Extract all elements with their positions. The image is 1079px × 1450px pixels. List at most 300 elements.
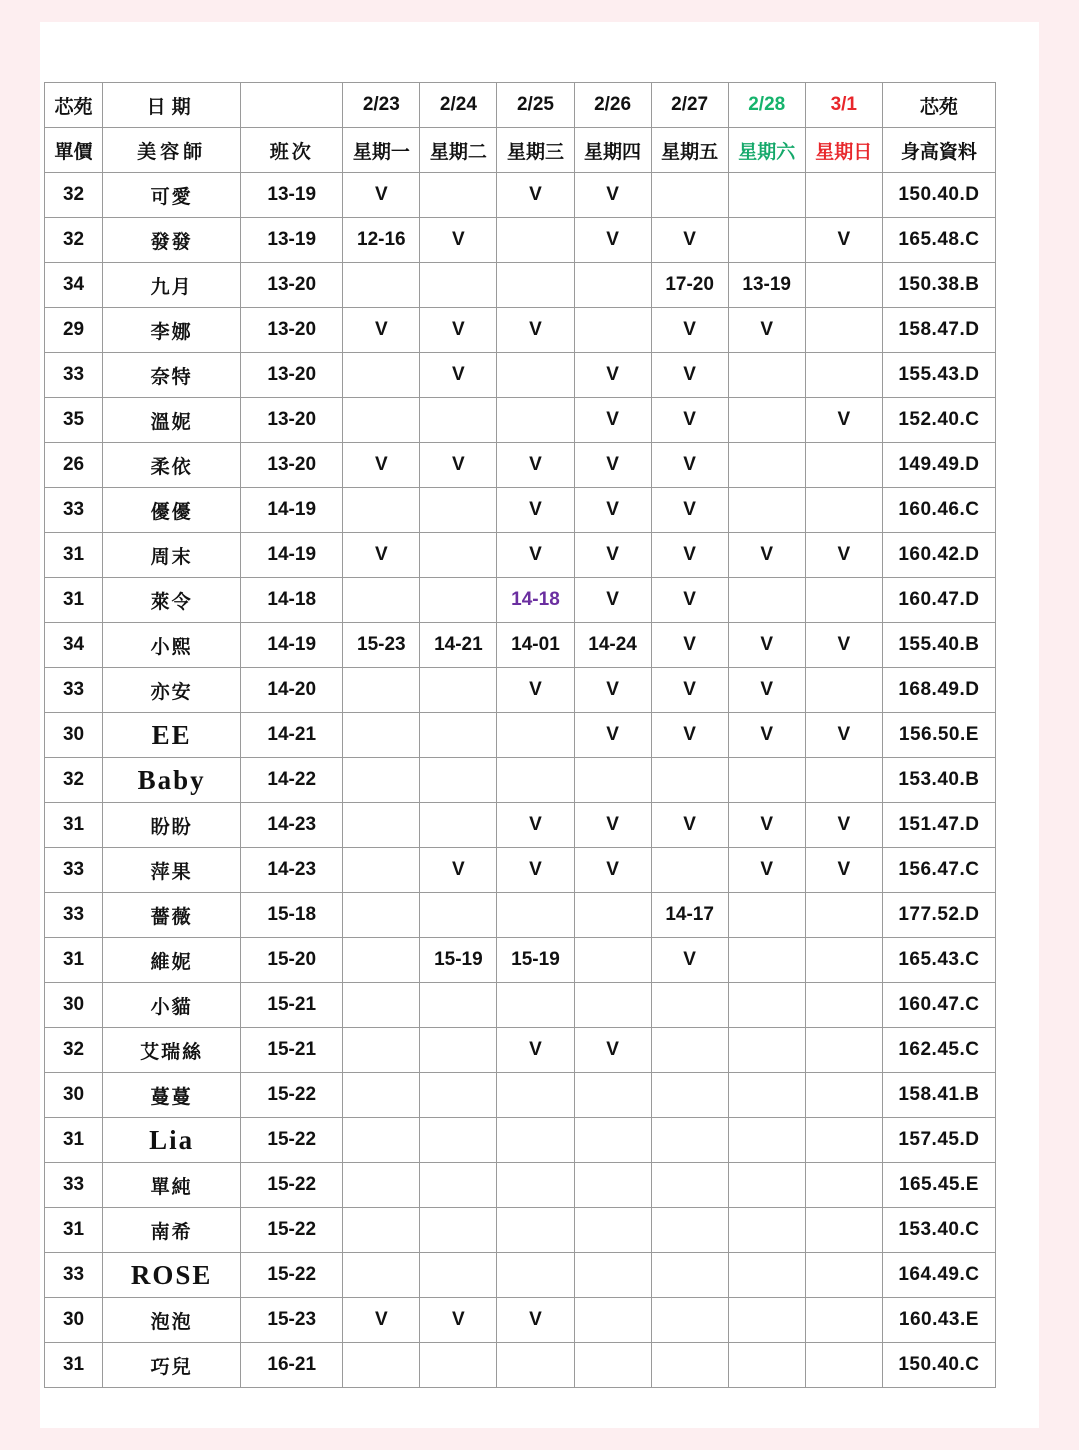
table-row: [45, 1343, 996, 1388]
height-info-header: 身高資料: [882, 128, 995, 173]
day-empty-5: [651, 1028, 728, 1073]
table-row: [45, 758, 996, 803]
day-empty-2: [420, 1208, 497, 1253]
row-beautician-name: 單純: [103, 1163, 241, 1208]
day-empty-2: [420, 1073, 497, 1118]
day-empty-4: [574, 263, 651, 308]
day-mark-5: V: [651, 803, 728, 848]
day-empty-5: [651, 173, 728, 218]
table-row: [45, 1298, 996, 1343]
row-shift: 15-21: [241, 1028, 343, 1073]
header-row-dates: [45, 83, 996, 128]
row-shift: 14-19: [241, 623, 343, 668]
row-beautician-name: 李娜: [103, 308, 241, 353]
day-mark-5: V: [651, 713, 728, 758]
day-empty-2: [420, 173, 497, 218]
table-row: [45, 1028, 996, 1073]
day-time-1: 12-16: [343, 218, 420, 263]
row-height-info: 151.47.D: [882, 803, 995, 848]
row-shift: 13-19: [241, 218, 343, 263]
table-row: [45, 623, 996, 668]
corner-label-top-left: 芯苑: [45, 83, 103, 128]
row-height-info: 160.47.C: [882, 983, 995, 1028]
day-empty-6: [728, 443, 805, 488]
table-row: [45, 1208, 996, 1253]
day-empty-5: [651, 1163, 728, 1208]
row-price: 34: [45, 263, 103, 308]
day-empty-2: [420, 578, 497, 623]
row-price: 33: [45, 1253, 103, 1298]
table-row: [45, 1073, 996, 1118]
day-mark-4: V: [574, 533, 651, 578]
day-empty-2: [420, 1163, 497, 1208]
day-mark-5: V: [651, 623, 728, 668]
day-empty-4: [574, 938, 651, 983]
row-beautician-name: 艾瑞絲: [103, 1028, 241, 1073]
date-header-3-1: 3/1: [805, 83, 882, 128]
day-mark-5: V: [651, 578, 728, 623]
date-header-2-27: 2/27: [651, 83, 728, 128]
day-mark-4: V: [574, 713, 651, 758]
row-shift: 15-18: [241, 893, 343, 938]
day-empty-4: [574, 1343, 651, 1388]
day-empty-4: [574, 1298, 651, 1343]
day-mark-5: V: [651, 398, 728, 443]
row-shift: 14-19: [241, 488, 343, 533]
table-row: [45, 398, 996, 443]
day-empty-1: [343, 668, 420, 713]
day-empty-6: [728, 353, 805, 398]
day-empty-2: [420, 263, 497, 308]
day-empty-1: [343, 1208, 420, 1253]
weekday-header-1: 星期一: [343, 128, 420, 173]
table-row: [45, 983, 996, 1028]
row-shift: 13-20: [241, 398, 343, 443]
row-price: 32: [45, 1028, 103, 1073]
day-mark-1: V: [343, 1298, 420, 1343]
row-price: 31: [45, 1208, 103, 1253]
day-empty-2: [420, 758, 497, 803]
day-empty-3: [497, 713, 574, 758]
date-header-2-25: 2/25: [497, 83, 574, 128]
row-shift: 15-20: [241, 938, 343, 983]
day-empty-2: [420, 1253, 497, 1298]
row-shift: 14-18: [241, 578, 343, 623]
day-time-5: 14-17: [651, 893, 728, 938]
row-beautician-name: 維妮: [103, 938, 241, 983]
day-empty-1: [343, 488, 420, 533]
day-empty-3: [497, 1073, 574, 1118]
day-empty-1: [343, 263, 420, 308]
day-mark-4: V: [574, 443, 651, 488]
day-empty-7: [805, 578, 882, 623]
day-empty-6: [728, 893, 805, 938]
day-empty-4: [574, 983, 651, 1028]
row-beautician-name: 薔薇: [103, 893, 241, 938]
row-price: 33: [45, 353, 103, 398]
table-row: [45, 263, 996, 308]
day-empty-6: [728, 1073, 805, 1118]
day-empty-4: [574, 1208, 651, 1253]
table-row: [45, 1118, 996, 1163]
day-empty-7: [805, 1163, 882, 1208]
day-empty-4: [574, 1163, 651, 1208]
row-height-info: 150.38.B: [882, 263, 995, 308]
day-empty-6: [728, 983, 805, 1028]
row-beautician-name: 亦安: [103, 668, 241, 713]
row-height-info: 165.48.C: [882, 218, 995, 263]
row-height-info: 162.45.C: [882, 1028, 995, 1073]
table-row: [45, 713, 996, 758]
day-empty-5: [651, 1298, 728, 1343]
day-empty-1: [343, 1073, 420, 1118]
day-empty-7: [805, 308, 882, 353]
weekday-header-4: 星期四: [574, 128, 651, 173]
row-height-info: 149.49.D: [882, 443, 995, 488]
day-empty-3: [497, 1253, 574, 1298]
day-empty-6: [728, 1028, 805, 1073]
day-mark-3: V: [497, 848, 574, 893]
row-height-info: 155.43.D: [882, 353, 995, 398]
day-empty-7: [805, 983, 882, 1028]
day-empty-7: [805, 173, 882, 218]
day-empty-4: [574, 308, 651, 353]
row-price: 31: [45, 938, 103, 983]
row-price: 32: [45, 218, 103, 263]
day-empty-5: [651, 983, 728, 1028]
day-empty-1: [343, 353, 420, 398]
day-empty-5: [651, 1253, 728, 1298]
day-time-1: 15-23: [343, 623, 420, 668]
table-row: [45, 308, 996, 353]
row-height-info: 158.47.D: [882, 308, 995, 353]
day-empty-3: [497, 893, 574, 938]
day-empty-1: [343, 938, 420, 983]
row-price: 32: [45, 173, 103, 218]
row-price: 33: [45, 848, 103, 893]
row-beautician-name: 萍果: [103, 848, 241, 893]
day-empty-6: [728, 218, 805, 263]
day-empty-4: [574, 1118, 651, 1163]
row-price: 31: [45, 803, 103, 848]
row-shift: 15-22: [241, 1073, 343, 1118]
day-empty-1: [343, 713, 420, 758]
day-empty-7: [805, 1343, 882, 1388]
row-beautician-name: 溫妮: [103, 398, 241, 443]
day-empty-5: [651, 1343, 728, 1388]
row-beautician-name: 柔依: [103, 443, 241, 488]
day-mark-6: V: [728, 713, 805, 758]
day-empty-1: [343, 983, 420, 1028]
day-empty-6: [728, 578, 805, 623]
day-empty-1: [343, 1343, 420, 1388]
row-shift: 14-21: [241, 713, 343, 758]
day-empty-7: [805, 1298, 882, 1343]
day-empty-6: [728, 398, 805, 443]
day-mark-5: V: [651, 308, 728, 353]
day-mark-1: V: [343, 443, 420, 488]
day-mark-7: V: [805, 533, 882, 578]
table-row: [45, 1253, 996, 1298]
day-time-3: 15-19: [497, 938, 574, 983]
day-mark-2: V: [420, 353, 497, 398]
row-beautician-name: 南希: [103, 1208, 241, 1253]
day-mark-3: V: [497, 443, 574, 488]
day-mark-7: V: [805, 218, 882, 263]
row-shift: 15-22: [241, 1118, 343, 1163]
day-mark-4: V: [574, 803, 651, 848]
row-price: 33: [45, 893, 103, 938]
row-shift: 13-19: [241, 173, 343, 218]
day-empty-6: [728, 488, 805, 533]
row-shift: 15-22: [241, 1163, 343, 1208]
table-row: [45, 893, 996, 938]
day-empty-7: [805, 488, 882, 533]
day-mark-4: V: [574, 668, 651, 713]
day-empty-7: [805, 1253, 882, 1298]
document-page: [40, 22, 1039, 1428]
table-row: [45, 443, 996, 488]
day-mark-6: V: [728, 848, 805, 893]
day-empty-6: [728, 1298, 805, 1343]
day-time-4: 14-24: [574, 623, 651, 668]
day-mark-2: V: [420, 1298, 497, 1343]
row-beautician-name: 小貓: [103, 983, 241, 1028]
day-mark-4: V: [574, 848, 651, 893]
row-height-info: 168.49.D: [882, 668, 995, 713]
row-price: 30: [45, 713, 103, 758]
row-height-info: 152.40.C: [882, 398, 995, 443]
row-price: 31: [45, 578, 103, 623]
row-beautician-name: 泡泡: [103, 1298, 241, 1343]
shift-header: 班次: [241, 128, 343, 173]
row-beautician-name: 周末: [103, 533, 241, 578]
row-beautician-name: 發發: [103, 218, 241, 263]
day-empty-1: [343, 578, 420, 623]
day-mark-2: V: [420, 848, 497, 893]
row-beautician-name: 巧兒: [103, 1343, 241, 1388]
date-header-2-23: 2/23: [343, 83, 420, 128]
day-mark-5: V: [651, 938, 728, 983]
date-header-label: 日期: [103, 83, 241, 128]
row-beautician-name: 蔓蔓: [103, 1073, 241, 1118]
row-price: 31: [45, 533, 103, 578]
day-empty-6: [728, 1208, 805, 1253]
day-mark-6: V: [728, 533, 805, 578]
day-mark-5: V: [651, 353, 728, 398]
day-empty-7: [805, 1028, 882, 1073]
day-mark-7: V: [805, 623, 882, 668]
day-time-2: 15-19: [420, 938, 497, 983]
row-beautician-name: ROSE: [103, 1253, 241, 1298]
day-empty-3: [497, 758, 574, 803]
day-mark-1: V: [343, 533, 420, 578]
row-price: 29: [45, 308, 103, 353]
day-empty-2: [420, 668, 497, 713]
day-empty-2: [420, 713, 497, 758]
day-empty-1: [343, 758, 420, 803]
day-mark-5: V: [651, 443, 728, 488]
day-mark-7: V: [805, 803, 882, 848]
weekday-header-6: 星期六: [728, 128, 805, 173]
table-row: [45, 533, 996, 578]
date-header-2-28: 2/28: [728, 83, 805, 128]
day-mark-3: V: [497, 173, 574, 218]
day-empty-6: [728, 758, 805, 803]
row-beautician-name: Lia: [103, 1118, 241, 1163]
day-mark-2: V: [420, 218, 497, 263]
day-mark-3: V: [497, 533, 574, 578]
day-mark-4: V: [574, 353, 651, 398]
day-time-5: 17-20: [651, 263, 728, 308]
day-mark-7: V: [805, 398, 882, 443]
day-empty-7: [805, 1118, 882, 1163]
day-mark-3: V: [497, 488, 574, 533]
row-shift: 13-20: [241, 353, 343, 398]
row-shift: 14-23: [241, 803, 343, 848]
day-empty-4: [574, 1073, 651, 1118]
day-empty-1: [343, 848, 420, 893]
day-empty-7: [805, 263, 882, 308]
day-empty-7: [805, 668, 882, 713]
day-mark-7: V: [805, 713, 882, 758]
row-price: 35: [45, 398, 103, 443]
day-empty-2: [420, 1343, 497, 1388]
day-empty-7: [805, 893, 882, 938]
unit-price-header: 單價: [45, 128, 103, 173]
table-row: [45, 848, 996, 893]
day-mark-2: V: [420, 308, 497, 353]
weekday-header-2: 星期二: [420, 128, 497, 173]
day-empty-6: [728, 1163, 805, 1208]
day-empty-1: [343, 1118, 420, 1163]
day-mark-4: V: [574, 398, 651, 443]
day-empty-3: [497, 353, 574, 398]
day-empty-7: [805, 758, 882, 803]
day-mark-7: V: [805, 848, 882, 893]
row-beautician-name: 盼盼: [103, 803, 241, 848]
row-height-info: 158.41.B: [882, 1073, 995, 1118]
day-empty-1: [343, 398, 420, 443]
day-empty-2: [420, 398, 497, 443]
day-mark-3: V: [497, 668, 574, 713]
day-mark-4: V: [574, 173, 651, 218]
day-empty-2: [420, 1028, 497, 1073]
day-mark-4: V: [574, 218, 651, 263]
day-empty-7: [805, 1073, 882, 1118]
date-header-2-24: 2/24: [420, 83, 497, 128]
table-row: [45, 1163, 996, 1208]
day-empty-5: [651, 1073, 728, 1118]
day-empty-2: [420, 983, 497, 1028]
day-mark-5: V: [651, 533, 728, 578]
row-height-info: 177.52.D: [882, 893, 995, 938]
row-beautician-name: 優優: [103, 488, 241, 533]
row-shift: 16-21: [241, 1343, 343, 1388]
row-price: 33: [45, 668, 103, 713]
corner-label-top-right: 芯苑: [882, 83, 995, 128]
day-empty-7: [805, 443, 882, 488]
day-empty-3: [497, 1163, 574, 1208]
day-empty-2: [420, 1118, 497, 1163]
row-price: 33: [45, 488, 103, 533]
row-shift: 15-22: [241, 1253, 343, 1298]
day-empty-5: [651, 1118, 728, 1163]
row-shift: 15-21: [241, 983, 343, 1028]
day-empty-1: [343, 1163, 420, 1208]
day-mark-4: V: [574, 578, 651, 623]
header-blank-cell: [241, 83, 343, 128]
table-row: [45, 173, 996, 218]
day-empty-1: [343, 1028, 420, 1073]
day-empty-2: [420, 893, 497, 938]
row-height-info: 160.42.D: [882, 533, 995, 578]
header-row-weekdays: [45, 128, 996, 173]
day-empty-1: [343, 803, 420, 848]
day-empty-6: [728, 938, 805, 983]
row-beautician-name: 奈特: [103, 353, 241, 398]
row-height-info: 160.43.E: [882, 1298, 995, 1343]
table-row: [45, 218, 996, 263]
day-mark-5: V: [651, 218, 728, 263]
weekday-header-3: 星期三: [497, 128, 574, 173]
row-beautician-name: EE: [103, 713, 241, 758]
table-row: [45, 938, 996, 983]
row-height-info: 150.40.C: [882, 1343, 995, 1388]
row-height-info: 165.43.C: [882, 938, 995, 983]
day-mark-5: V: [651, 488, 728, 533]
row-price: 31: [45, 1118, 103, 1163]
row-height-info: 164.49.C: [882, 1253, 995, 1298]
table-row: [45, 668, 996, 713]
day-empty-4: [574, 893, 651, 938]
table-row: [45, 488, 996, 533]
day-mark-6: V: [728, 803, 805, 848]
weekday-header-5: 星期五: [651, 128, 728, 173]
table-row: [45, 578, 996, 623]
day-empty-5: [651, 848, 728, 893]
day-empty-3: [497, 983, 574, 1028]
day-mark-2: V: [420, 443, 497, 488]
date-header-2-26: 2/26: [574, 83, 651, 128]
row-beautician-name: 小熙: [103, 623, 241, 668]
row-height-info: 156.47.C: [882, 848, 995, 893]
day-mark-5: V: [651, 668, 728, 713]
table-row: [45, 803, 996, 848]
day-empty-4: [574, 1253, 651, 1298]
day-mark-4: V: [574, 1028, 651, 1073]
row-price: 33: [45, 1163, 103, 1208]
day-empty-3: [497, 1208, 574, 1253]
row-height-info: 155.40.B: [882, 623, 995, 668]
day-time-2: 14-21: [420, 623, 497, 668]
day-empty-7: [805, 938, 882, 983]
row-beautician-name: 萊令: [103, 578, 241, 623]
schedule-sheet: [44, 82, 996, 1388]
row-price: 30: [45, 1073, 103, 1118]
row-height-info: 160.46.C: [882, 488, 995, 533]
row-shift: 15-22: [241, 1208, 343, 1253]
day-mark-3: V: [497, 1028, 574, 1073]
day-mark-3: V: [497, 803, 574, 848]
day-mark-1: V: [343, 173, 420, 218]
day-mark-4: V: [574, 488, 651, 533]
row-height-info: 153.40.C: [882, 1208, 995, 1253]
row-price: 32: [45, 758, 103, 803]
row-height-info: 153.40.B: [882, 758, 995, 803]
beautician-header: 美容師: [103, 128, 241, 173]
row-shift: 14-20: [241, 668, 343, 713]
